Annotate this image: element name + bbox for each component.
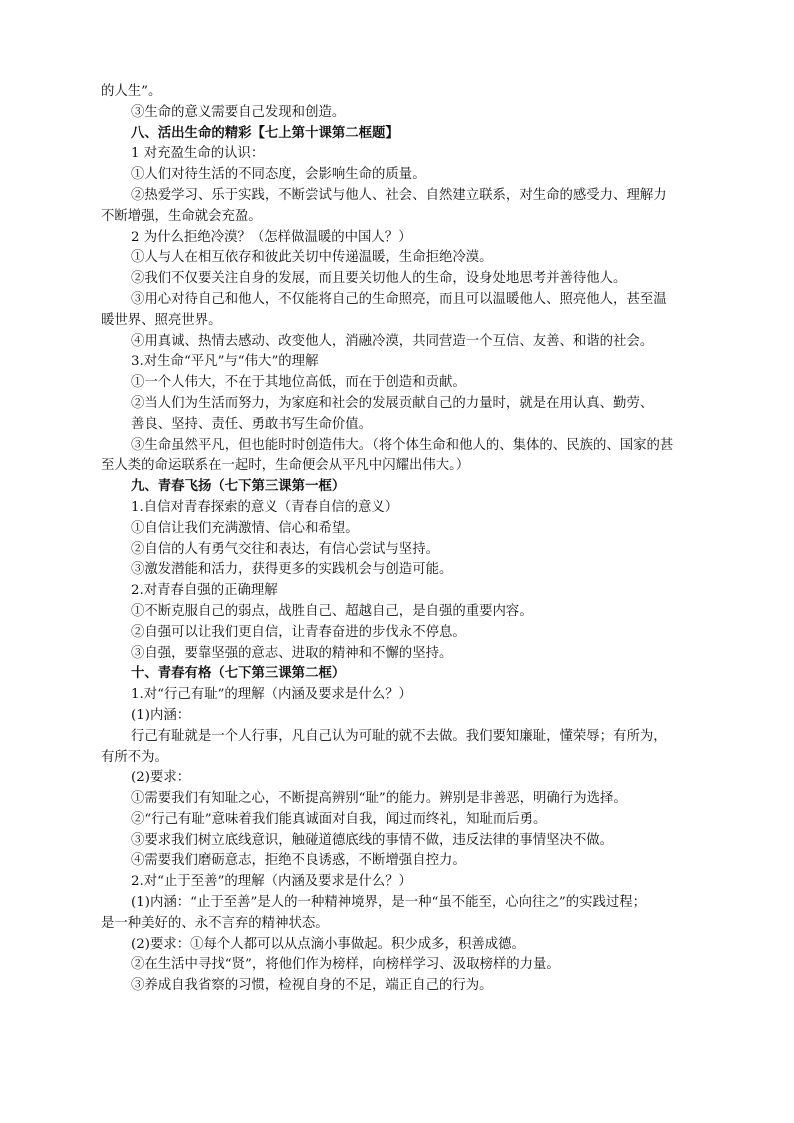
text-line: ②我们不仅要关注自身的发展，而且要关切他人的生命，设身处地思考并善待他人。: [131, 271, 627, 287]
text-line: 2 为什么拒绝冷漠？（怎样做温暖的中国人？）: [131, 229, 412, 245]
text-line: ①自信让我们充满激情、信心和希望。: [131, 520, 359, 536]
text-line: ③养成自我省察的习惯，检视自身的不足，端正自己的行为。: [131, 978, 493, 994]
text-line: ③自强，要靠坚强的意志、进取的精神和不懈的坚持。: [131, 645, 453, 661]
text-line: ②当人们为生活而努力，为家庭和社会的发展贡献自己的力量时，就是在用认真、勤劳、: [131, 395, 654, 411]
text-line: 是一种美好的、永不言弃的精神状态。: [101, 915, 329, 931]
text-line: 的人生”。: [101, 84, 162, 99]
section-heading: 九、青春飞扬（七下第三课第一框）: [131, 479, 346, 495]
text-line: 有所不为。: [101, 749, 168, 765]
text-line: ②自强可以让我们更自信，让青春奋进的步伐永不停息。: [131, 624, 466, 640]
section-heading: 八、活出生命的精彩【七上第十课第二框题】: [131, 125, 399, 141]
text-line: ②“行己有耻”意味着我们能真诚面对自我，闻过而终礼，知耻而后勇。: [131, 811, 547, 827]
text-line: ④需要我们磨砺意志，拒绝不良诱惑，不断增强自控力。: [131, 853, 466, 869]
text-line: ②热爱学习、乐于实践，不断尝试与他人、社会、自然建立联系，对生命的感受力、理解力: [131, 187, 667, 203]
text-line: 3.对生命“平凡”与“伟大”的理解: [131, 354, 319, 370]
text-line: ③要求我们树立底线意识，触碰道德底线的事情不做，违反法律的事情坚决不做。: [131, 832, 614, 848]
text-line: ①一个人伟大，不在于其地位高低，而在于创造和贡献。: [131, 375, 466, 391]
text-line: ③用心对待自己和他人，不仅能将自己的生命照亮，而且可以温暖他人、照亮他人，甚至温: [131, 291, 667, 307]
text-line: (2)要求：①每个人都可以从点滴小事做起。积少成多，积善成德。: [131, 936, 525, 952]
text-line: ③生命的意义需要自己发现和创造。: [131, 104, 346, 120]
text-line: (2)要求：: [131, 770, 191, 786]
text-line: ①人与人在相互依存和彼此关切中传递温暖，生命拒绝冷漠。: [131, 250, 493, 266]
text-line: ③激发潜能和活力，获得更多的实践机会与创造可能。: [131, 562, 453, 578]
text-line: ①不断克服自己的弱点，战胜自己、超越自己，是自强的重要内容。: [131, 603, 533, 619]
text-line: 2.对青春自强的正确理解: [131, 583, 278, 599]
text-line: 善良、坚持、责任、勇敢书写生命价值。: [131, 416, 373, 432]
text-line: ②自信的人有勇气交往和表达，有信心尝试与坚持。: [131, 541, 439, 557]
text-line: ①需要我们有知耻之心，不断提高辨别“耻”的能力。辨别是非善恶，明确行为选择。: [131, 791, 627, 807]
document-body: [101, 82, 693, 997]
text-line: (1)内涵：: [131, 707, 191, 723]
text-line: 不断增强，生命就会充盈。: [101, 208, 262, 224]
section-heading: 十、青春有格（七下第三课第二框）: [131, 666, 346, 682]
text-line: 行己有耻就是一个人行事，凡自己认为可耻的就不去做。我们要知廉耻，懂荣辱；有所为，: [131, 728, 667, 744]
text-line: 暖世界、照亮世界。: [101, 312, 222, 328]
text-line: ①人们对待生活的不同态度，会影响生命的质量。: [131, 167, 426, 183]
text-line: 1.自信对青春探索的意义（青春自信的意义）: [131, 499, 399, 515]
text-line: 2.对“止于至善”的理解（内涵及要求是什么？）: [131, 874, 412, 890]
text-line: 1 对充盈生命的认识：: [131, 146, 265, 162]
text-line: (1)内涵：“止于至善”是人的一种精神境界，是一种“虽不能至，心向往之”的实践过程；: [131, 895, 647, 911]
text-line: 至人类的命运联系在一起时，生命便会从平凡中闪耀出伟大。）: [101, 458, 470, 474]
text-line: ③生命虽然平凡，但也能时时创造伟大。（将个体生命和他人的、集体的、民族的、国家的甚: [131, 437, 674, 453]
text-line: 1.对“行己有耻”的理解（内涵及要求是什么？）: [131, 687, 412, 703]
text-line: ②在生活中寻找“贤”，将他们作为榜样，向榜样学习、汲取榜样的力量。: [131, 957, 560, 973]
text-line: ④用真诚、热情去感动、改变他人，消融冷漠，共同营造一个互信、友善、和谐的社会。: [131, 333, 654, 349]
